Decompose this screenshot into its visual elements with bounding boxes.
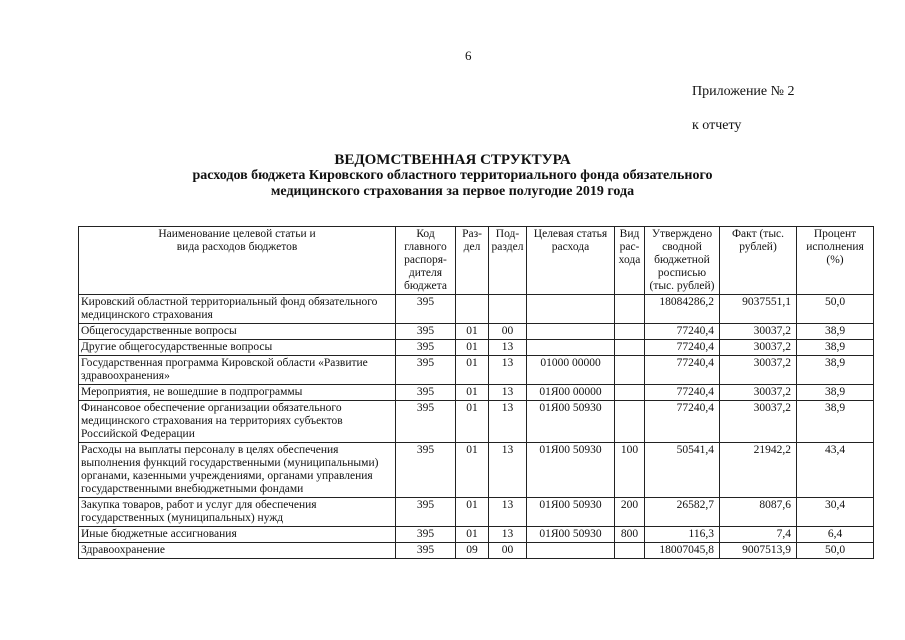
table-row <box>79 295 874 324</box>
table-row <box>79 324 874 340</box>
cell-type: 200 <box>615 498 645 527</box>
cell-fact: 8087,6 <box>720 498 797 527</box>
cell-name: Финансовое обеспечение организации обязательного медицинского страхования на территориях субъектов Российской Федерации <box>79 401 396 443</box>
cell-name: Кировский областной территориальный фонд обязательного медицинского страхования <box>79 295 396 324</box>
page-number: 6 <box>465 48 472 63</box>
cell-type <box>615 356 645 385</box>
cell-percent: 38,9 <box>797 356 874 385</box>
appendix-sublabel: к отчету <box>692 118 742 133</box>
document-title <box>0 152 905 200</box>
cell-code: 395 <box>396 527 456 543</box>
cell-target: 01Я00 00000 <box>527 385 615 401</box>
cell-percent: 38,9 <box>797 385 874 401</box>
cell-type <box>615 324 645 340</box>
cell-percent: 43,4 <box>797 443 874 498</box>
cell-section: 01 <box>456 340 489 356</box>
table-row <box>79 385 874 401</box>
cell-target <box>527 543 615 559</box>
cell-approved: 77240,4 <box>645 385 720 401</box>
cell-code: 395 <box>396 543 456 559</box>
header-type: Вид рас-хода <box>615 227 645 295</box>
cell-target <box>527 340 615 356</box>
cell-target: 01000 00000 <box>527 356 615 385</box>
cell-target: 01Я00 50930 <box>527 527 615 543</box>
cell-section: 01 <box>456 443 489 498</box>
cell-name: Иные бюджетные ассигнования <box>79 527 396 543</box>
cell-name: Мероприятия, не вошедшие в подпрограммы <box>79 385 396 401</box>
cell-section: 01 <box>456 527 489 543</box>
cell-fact: 30037,2 <box>720 356 797 385</box>
budget-table <box>78 226 874 559</box>
cell-subsection: 13 <box>489 356 527 385</box>
table-row <box>79 498 874 527</box>
cell-subsection: 13 <box>489 401 527 443</box>
cell-section: 01 <box>456 498 489 527</box>
cell-code: 395 <box>396 340 456 356</box>
cell-type <box>615 385 645 401</box>
cell-code: 395 <box>396 295 456 324</box>
cell-section: 09 <box>456 543 489 559</box>
cell-percent: 6,4 <box>797 527 874 543</box>
cell-name: Закупка товаров, работ и услуг для обеспечения государственных (муниципальных) нужд <box>79 498 396 527</box>
cell-percent: 50,0 <box>797 295 874 324</box>
cell-code: 395 <box>396 498 456 527</box>
cell-subsection: 00 <box>489 543 527 559</box>
cell-fact: 9007513,9 <box>720 543 797 559</box>
cell-percent: 38,9 <box>797 340 874 356</box>
cell-section: 01 <box>456 385 489 401</box>
cell-code: 395 <box>396 443 456 498</box>
header-name-line-1: Наименование целевой статьи и <box>158 228 316 240</box>
cell-fact: 21942,2 <box>720 443 797 498</box>
cell-percent: 30,4 <box>797 498 874 527</box>
cell-approved: 50541,4 <box>645 443 720 498</box>
header-target: Целевая статья расхода <box>527 227 615 295</box>
appendix-label: Приложение № 2 <box>692 84 795 99</box>
table-header-row <box>79 227 874 295</box>
cell-percent: 50,0 <box>797 543 874 559</box>
cell-percent: 38,9 <box>797 324 874 340</box>
cell-code: 395 <box>396 401 456 443</box>
cell-target: 01Я00 50930 <box>527 498 615 527</box>
table-row <box>79 356 874 385</box>
cell-fact: 7,4 <box>720 527 797 543</box>
cell-approved: 18084286,2 <box>645 295 720 324</box>
cell-approved: 77240,4 <box>645 324 720 340</box>
header-subsection: Под-раздел <box>489 227 527 295</box>
cell-name: Здравоохранение <box>79 543 396 559</box>
title-line-2: расходов бюджета Кировского областного территориального фонда обязательного <box>192 168 713 183</box>
cell-target: 01Я00 50930 <box>527 443 615 498</box>
cell-approved: 26582,7 <box>645 498 720 527</box>
cell-target: 01Я00 50930 <box>527 401 615 443</box>
cell-fact: 30037,2 <box>720 340 797 356</box>
cell-name: Другие общегосударственные вопросы <box>79 340 396 356</box>
cell-subsection <box>489 295 527 324</box>
table-row <box>79 443 874 498</box>
cell-fact: 30037,2 <box>720 401 797 443</box>
header-percent: Процент исполнения (%) <box>797 227 874 295</box>
cell-type: 800 <box>615 527 645 543</box>
cell-section: 01 <box>456 401 489 443</box>
cell-percent: 38,9 <box>797 401 874 443</box>
header-code: Код главного распоря-дителя бюджета <box>396 227 456 295</box>
cell-name: Расходы на выплаты персоналу в целях обеспечения выполнения функций государственными (муниципальными) органами, казенными учреждениями, органами управления государственными внебюджетными фондами <box>79 443 396 498</box>
cell-type <box>615 340 645 356</box>
cell-subsection: 00 <box>489 324 527 340</box>
cell-subsection: 13 <box>489 385 527 401</box>
cell-code: 395 <box>396 385 456 401</box>
cell-type <box>615 401 645 443</box>
table-row <box>79 401 874 443</box>
cell-section <box>456 295 489 324</box>
cell-code: 395 <box>396 324 456 340</box>
cell-fact: 30037,2 <box>720 324 797 340</box>
title-line-1: ВЕДОМСТВЕННАЯ СТРУКТУРА <box>334 152 571 168</box>
cell-approved: 116,3 <box>645 527 720 543</box>
header-fact: Факт (тыс. рублей) <box>720 227 797 295</box>
cell-subsection: 13 <box>489 498 527 527</box>
cell-target <box>527 324 615 340</box>
title-line-3: медицинского страхования за первое полугодие 2019 года <box>270 184 635 199</box>
table-row <box>79 340 874 356</box>
header-name-line-2: вида расходов бюджетов <box>176 241 298 253</box>
cell-name: Общегосударственные вопросы <box>79 324 396 340</box>
header-section: Раз-дел <box>456 227 489 295</box>
cell-approved: 77240,4 <box>645 401 720 443</box>
cell-type <box>615 295 645 324</box>
cell-type: 100 <box>615 443 645 498</box>
header-name <box>79 227 396 295</box>
cell-subsection: 13 <box>489 527 527 543</box>
cell-target <box>527 295 615 324</box>
cell-code: 395 <box>396 356 456 385</box>
table-row <box>79 527 874 543</box>
cell-approved: 77240,4 <box>645 340 720 356</box>
cell-subsection: 13 <box>489 443 527 498</box>
cell-fact: 9037551,1 <box>720 295 797 324</box>
cell-type <box>615 543 645 559</box>
cell-section: 01 <box>456 356 489 385</box>
cell-subsection: 13 <box>489 340 527 356</box>
cell-name: Государственная программа Кировской области «Развитие здравоохранения» <box>79 356 396 385</box>
cell-approved: 77240,4 <box>645 356 720 385</box>
header-approved: Утверждено сводной бюджетной росписью (тыс. рублей) <box>645 227 720 295</box>
cell-fact: 30037,2 <box>720 385 797 401</box>
table-row <box>79 543 874 559</box>
cell-section: 01 <box>456 324 489 340</box>
cell-approved: 18007045,8 <box>645 543 720 559</box>
